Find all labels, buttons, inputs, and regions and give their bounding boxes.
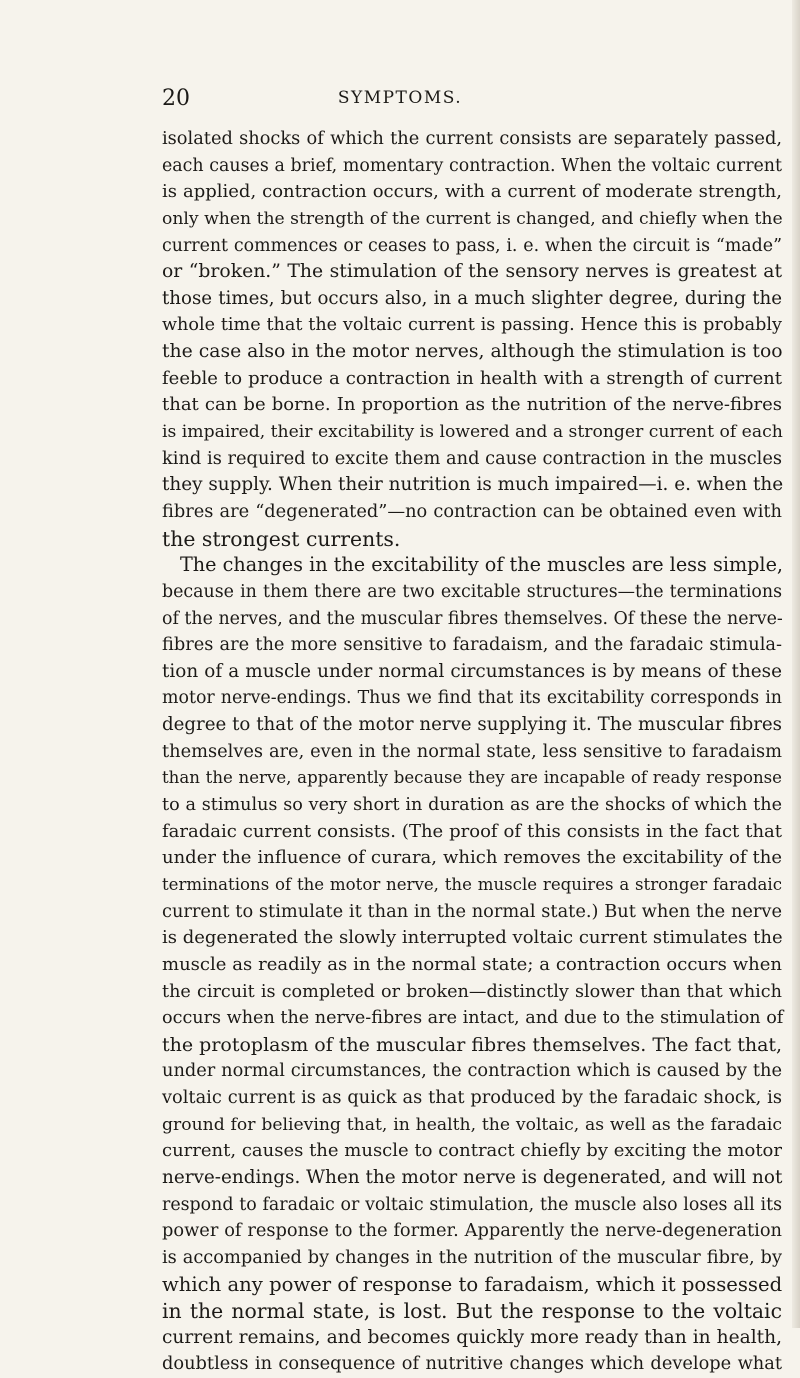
paragraph-1	[162, 126, 782, 552]
text-line: under normal circumstances, the contraction which is caused by the	[162, 1060, 782, 1082]
text-line: in the normal state, is lost. But the response to the voltaic	[162, 1299, 782, 1324]
text-line: voltaic current is as quick as that produced by the faradaic shock, is	[162, 1087, 782, 1109]
text-line: current commences or ceases to pass, i. e. when the circuit is “made”	[162, 235, 782, 256]
text-line: current remains, and becomes quickly more ready than in health,	[162, 1326, 782, 1348]
text-line: terminations of the motor nerve, the muscle requires a stronger faradaic	[162, 874, 782, 894]
text-line: or “broken.” The stimulation of the sensory nerves is greatest at	[162, 261, 782, 283]
text-line: degree to that of the motor nerve supplying it. The muscular fibres	[162, 714, 782, 736]
text-line: the circuit is completed or broken—distinctly slower than that which	[162, 981, 782, 1002]
text-line: muscle as readily as in the normal state; a contraction occurs when	[162, 953, 782, 975]
text-line: the strongest currents.	[162, 526, 401, 551]
text-line: fibres are “degenerated”—no contraction can be obtained even with	[162, 500, 782, 522]
text-line: motor nerve-endings. Thus we find that its excitability corresponds in	[162, 688, 782, 709]
body-text	[162, 126, 782, 1378]
text-line: is degenerated the slowly interrupted voltaic current stimulates the	[162, 927, 783, 949]
text-line: nerve-endings. When the motor nerve is degenerated, and will not	[162, 1166, 783, 1188]
text-line: they supply. When their nutrition is much impaired—i. e. when the	[162, 474, 784, 496]
text-line: those times, but occurs also, in a much slighter degree, during the	[162, 287, 782, 309]
text-line: under the influence of curara, which removes the excitability of the	[162, 847, 782, 869]
text-line: the protoplasm of the muscular fibres themselves. The fact that,	[162, 1033, 783, 1056]
text-line: whole time that the voltaic current is passing. Hence this is probably	[162, 315, 782, 336]
text-line: to a stimulus so very short in duration as are the shocks of which the	[162, 795, 782, 816]
text-line: isolated shocks of which the current consists are separately passed,	[162, 128, 782, 149]
text-line: The changes in the excitability of the muscles are less simple,	[180, 553, 784, 577]
text-line: than the nerve, apparently because they are incapable of ready response	[162, 768, 782, 788]
paragraph-2	[162, 552, 782, 1378]
text-line: which any power of response to faradaism, which it possessed	[162, 1272, 783, 1296]
text-line: tion of a muscle under normal circumstances is by means of these	[162, 660, 782, 682]
text-line: is impaired, their excitability is lowered and a stronger current of each	[162, 422, 783, 443]
page-edge-shadow	[792, 0, 800, 1328]
text-line: because in them there are two excitable structures—the terminations	[162, 581, 782, 602]
running-head: SYMPTOMS.	[337, 88, 463, 108]
text-line: fibres are the more sensitive to faradaism, and the faradaic stimula-	[162, 634, 782, 656]
text-line: current to stimulate it than in the normal state.) But when the nerve	[162, 900, 782, 922]
text-line: kind is required to excite them and cause contraction in the muscles	[162, 447, 782, 469]
text-line: only when the strength of the current is changed, and chiefly when the	[162, 208, 783, 229]
text-line: faradaic current consists. (The proof of this consists in the fact that	[162, 820, 782, 842]
text-line: of the nerves, and the muscular fibres themselves. Of these the nerve-	[162, 608, 783, 629]
text-line: is applied, contraction occurs, with a current of moderate strength,	[162, 181, 782, 203]
text-line: each causes a brief, momentary contraction. When the voltaic current	[162, 155, 782, 176]
text-line: current, causes the muscle to contract chiefly by exciting the motor	[162, 1140, 782, 1162]
text-line: ground for believing that, in health, the voltaic, as well as the faradaic	[162, 1114, 782, 1135]
text-line: doubtless in consequence of nutritive changes which develope what	[162, 1353, 782, 1375]
text-line: is accompanied by changes in the nutrition of the muscular fibre, by	[162, 1246, 782, 1268]
page-number: 20	[162, 86, 190, 111]
text-line: the case also in the motor nerves, although the stimulation is too	[162, 341, 783, 363]
text-line: power of response to the former. Apparently the nerve-degeneration	[162, 1220, 782, 1242]
text-line: respond to faradaic or voltaic stimulation, the muscle also loses all its	[162, 1194, 782, 1215]
text-line: occurs when the nerve-fibres are intact, and due to the stimulation of	[162, 1008, 784, 1029]
text-line: that can be borne. In proportion as the nutrition of the nerve-fibres	[162, 394, 782, 416]
text-line: feeble to produce a contraction in health with a strength of current	[162, 367, 782, 389]
text-line: themselves are, even in the normal state, less sensitive to faradaism	[162, 740, 782, 762]
page-header	[0, 86, 800, 116]
